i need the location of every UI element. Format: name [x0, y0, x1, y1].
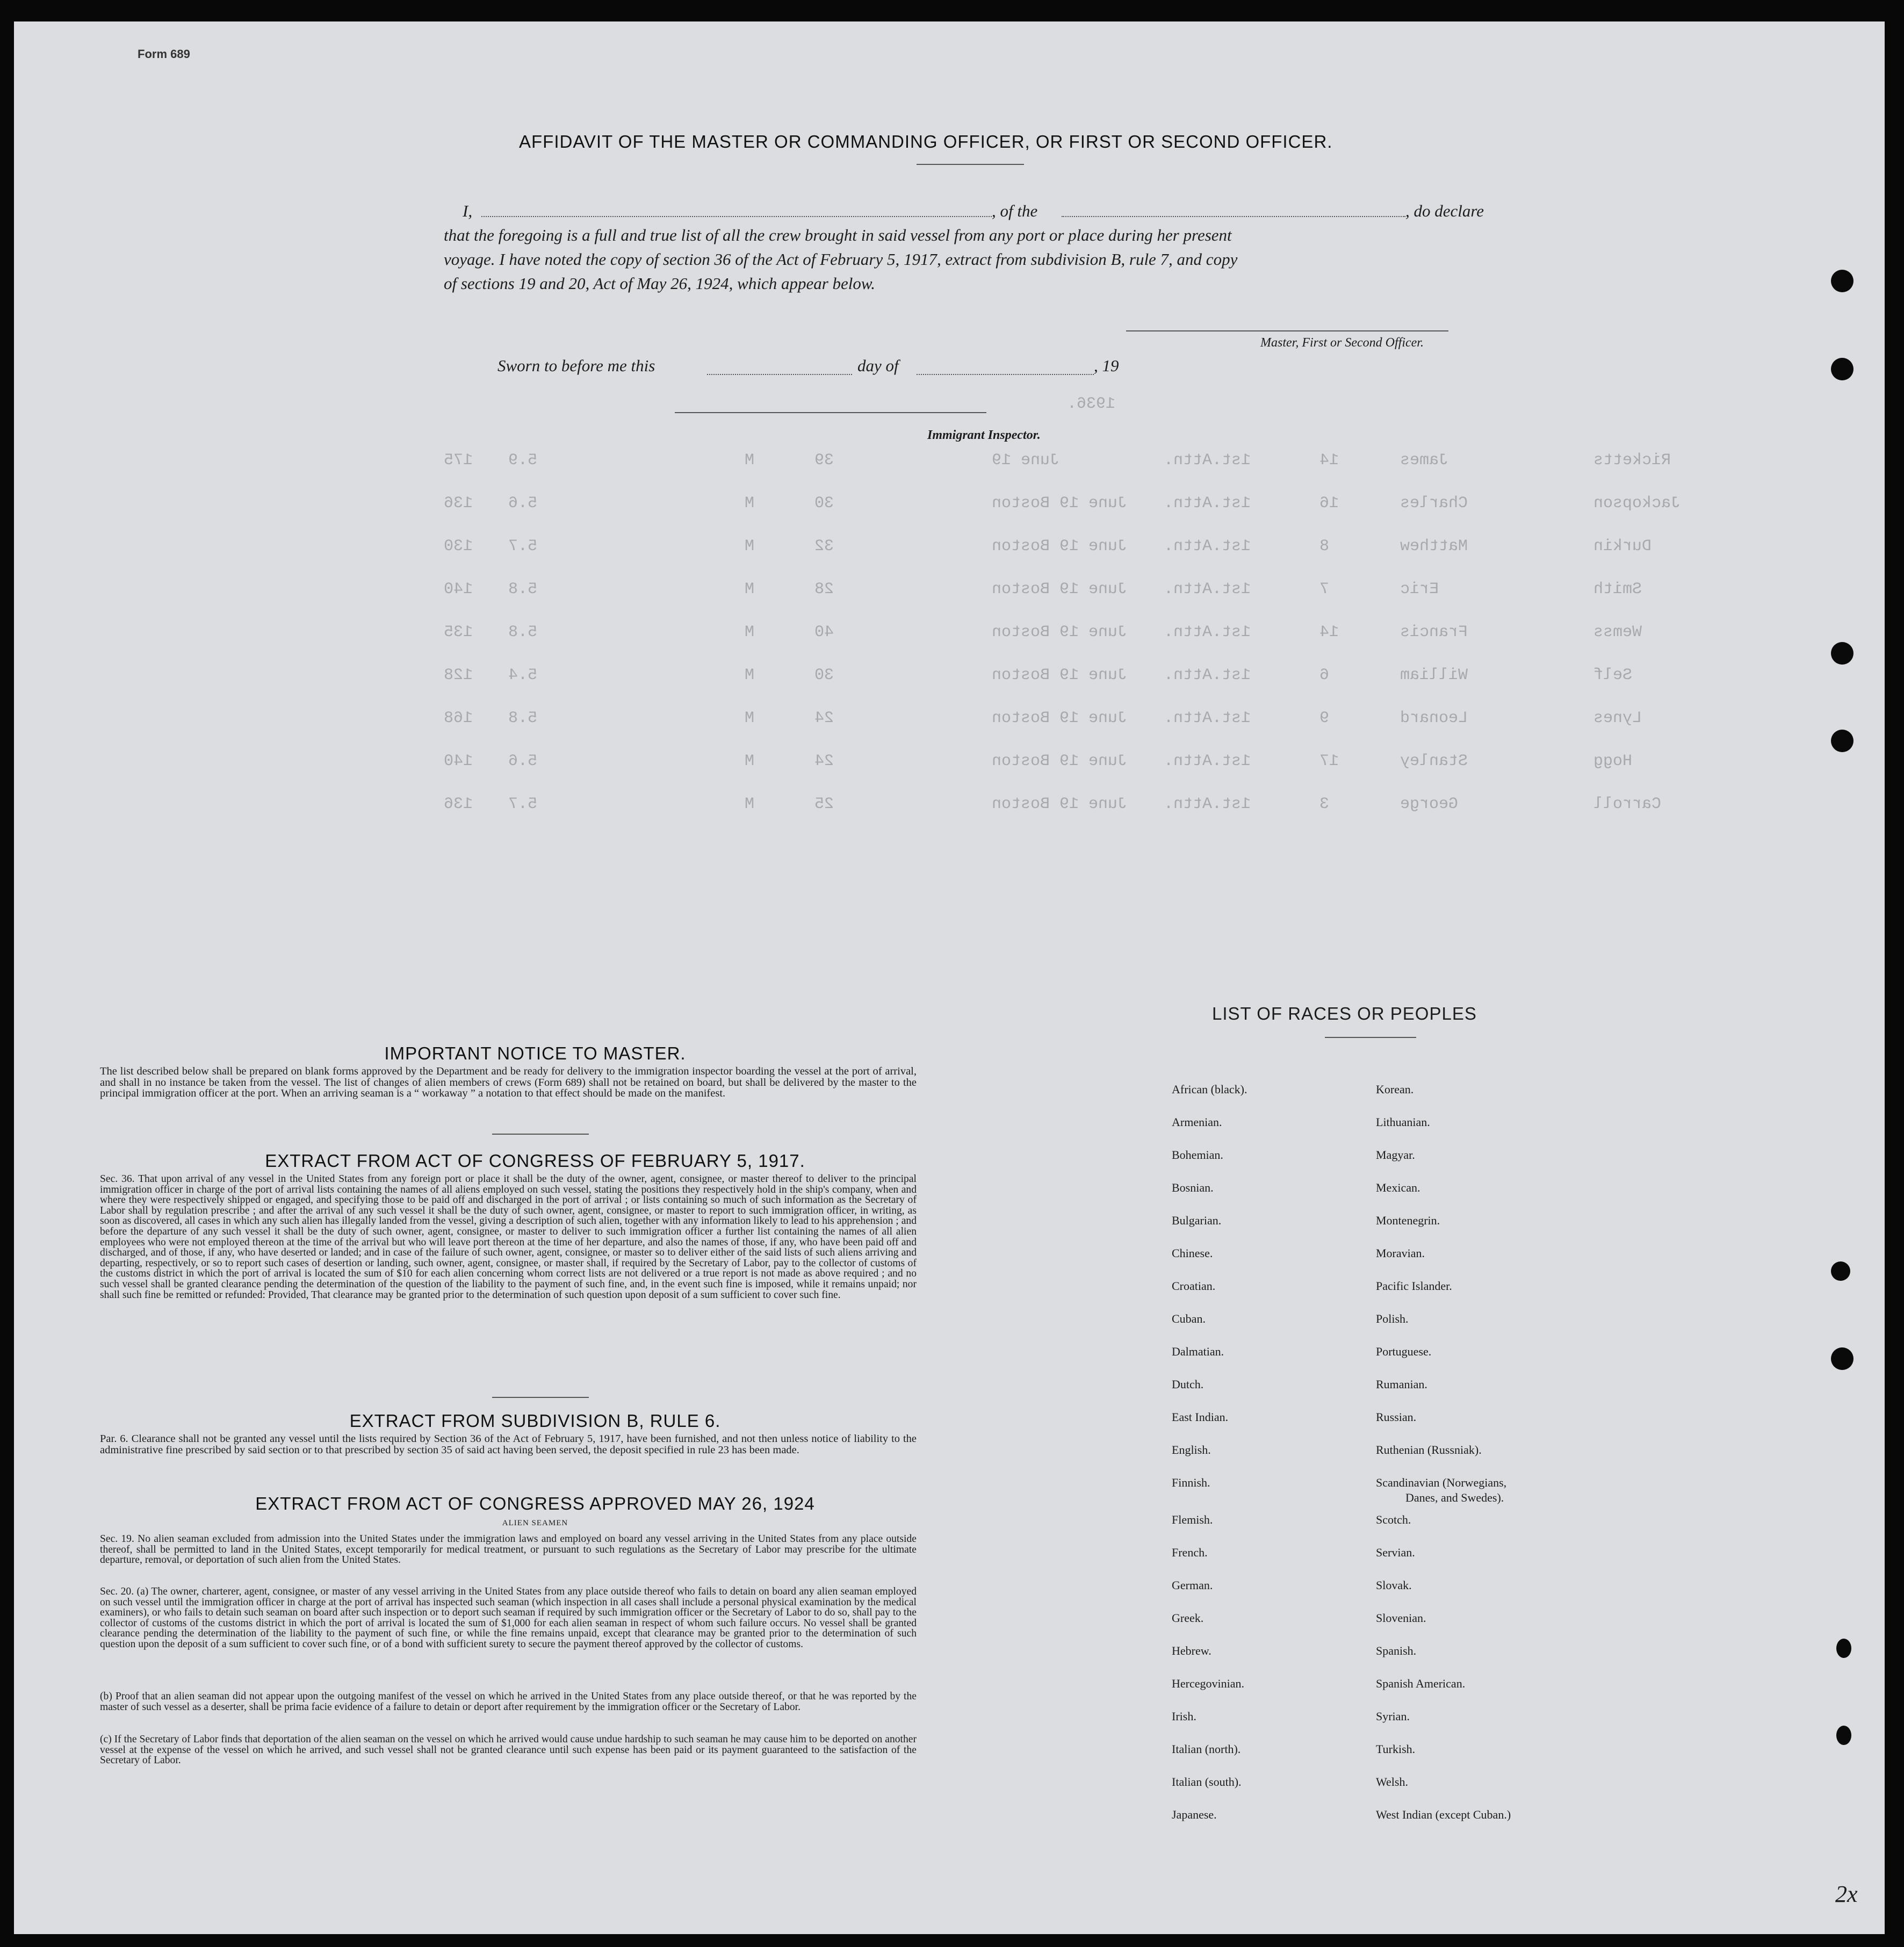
- race-item: Scandinavian (Norwegians,: [1376, 1476, 1507, 1489]
- race-item: Dutch.: [1172, 1378, 1204, 1391]
- bleed-cell: 135: [444, 623, 473, 641]
- bleed-cell: 1st.Attn.: [1164, 451, 1251, 470]
- bleed-cell: M: [745, 623, 755, 641]
- race-item: Hebrew.: [1172, 1644, 1211, 1657]
- bleed-cell: Carroll: [1593, 795, 1662, 813]
- bleed-cell: M: [745, 666, 755, 684]
- bleed-cell: 16: [1319, 494, 1339, 513]
- bleed-year: 1936.: [1067, 395, 1116, 413]
- punch-hole: [1831, 1347, 1853, 1370]
- race-item: Syrian.: [1376, 1710, 1410, 1723]
- bleed-cell: June 19 Boston: [992, 494, 1128, 513]
- bleed-cell: 32: [814, 537, 834, 556]
- notice-text: The list described below shall be prepared on blank forms approved by the Department and be ready for delivery to the immigration inspector boarding the vessel at the port of arrival, and shall in no instance be taken from the vessel. The list of changes of alien members of crews (Form 689) shall not be retained on board, but shall be delivered by the master to the principal immigration officer at the port. When an arriving seaman is a “ workaway ” a notation to that effect should be made on the manifest.: [100, 1065, 917, 1099]
- document-page: [14, 21, 1885, 1934]
- bleed-cell: James: [1400, 451, 1449, 470]
- bleed-cell: 136: [444, 795, 473, 813]
- bleed-cell: Lynes: [1593, 709, 1642, 727]
- bleed-cell: 8: [1319, 537, 1330, 556]
- bleed-cell: Hogg: [1593, 752, 1633, 770]
- bleed-cell: June 19 Boston: [992, 537, 1128, 556]
- race-item: Cuban.: [1172, 1312, 1206, 1325]
- master-signature-line[interactable]: [1126, 330, 1448, 331]
- bleed-cell: June 19 Boston: [992, 666, 1128, 684]
- race-item: Chinese.: [1172, 1246, 1213, 1260]
- race-item: Welsh.: [1376, 1775, 1408, 1789]
- sec20c-text: (c) If the Secretary of Labor finds that deportation of the alien seaman on the vessel on which he arrived would cause undue hardship to such seaman he may cause him to be deported on another vessel at the expense of the vessel on which he arrived, and such vessel shall not be granted clearance until such expense has been paid or its payment guaranteed to the satisfaction of the Secretary of Labor.: [100, 1734, 917, 1766]
- race-item: Spanish American.: [1376, 1677, 1466, 1690]
- bleed-cell: 5.9: [508, 451, 538, 470]
- race-item: Magyar.: [1376, 1148, 1415, 1162]
- statement-line-3: of sections 19 and 20, Act of May 26, 1924, which appear below.: [444, 274, 876, 293]
- bleed-cell: Leonard: [1400, 709, 1468, 727]
- race-item: Hercegovinian.: [1172, 1677, 1244, 1690]
- race-item: Bulgarian.: [1172, 1214, 1222, 1227]
- bleed-cell: 30: [814, 666, 834, 684]
- race-item: Rumanian.: [1376, 1378, 1427, 1391]
- bleed-cell: 175: [444, 451, 473, 470]
- affidavit-title: AFFIDAVIT OF THE MASTER OR COMMANDING OFFICER, OR FIRST OR SECOND OFFICER.: [519, 132, 1333, 152]
- bleed-cell: 30: [814, 494, 834, 513]
- race-item: Spanish.: [1376, 1644, 1417, 1657]
- race-item: French.: [1172, 1546, 1208, 1559]
- alien-seamen-subtitle: ALIEN SEAMEN: [502, 1519, 568, 1527]
- bleed-cell: June 19 Boston: [992, 795, 1128, 813]
- race-item: Armenian.: [1172, 1115, 1222, 1129]
- race-item: English.: [1172, 1443, 1211, 1456]
- bleed-cell: George: [1400, 795, 1459, 813]
- punch-hole: [1831, 358, 1853, 380]
- bleed-cell: M: [745, 451, 755, 470]
- race-item: Servian.: [1376, 1546, 1415, 1559]
- bleed-cell: M: [745, 537, 755, 556]
- bleed-cell: 5.4: [508, 666, 538, 684]
- bleed-cell: 6: [1319, 666, 1330, 684]
- bleed-cell: Wemss: [1593, 623, 1642, 641]
- race-item: Bosnian.: [1172, 1181, 1214, 1194]
- race-item: Greek.: [1172, 1611, 1204, 1625]
- bleed-cell: Matthew: [1400, 537, 1468, 556]
- bleed-cell: Smith: [1593, 580, 1642, 598]
- divider: [1325, 1037, 1416, 1038]
- extract-1917-text: Sec. 36. That upon arrival of any vessel in the United States from any foreign port or place it shall be the duty of the owner, agent, consignee, or master thereof to deliver to the principal immigration officer in charge of the port of arrival lists containing the names of all aliens employed on such vessel, stating the positions they respectively hold in the ship's company, when and where they were respectively shipped or engaged, and specifying those to be paid off and discharged in the port of arrival ; or lists containing so much of such information as the Secretary of Labor shall by regulation prescribe ; and after the arrival of any such vessel it shall be the duty of such owner, agent, consignee, or master to report to such immigration officer, in writing, as soon as discovered, all cases in which any such alien has illegally landed from the vessel, giving a description of such alien, together with any information likely to lead to his apprehension ; and before the departure of any such vessel it shall be the duty of such owner, agent, consignee, or master to deliver to such immigration officer a further list containing the names of all alien employees who were not employed thereon at the time of the arrival but who will leave port thereon at the time of her departure, and also the names of those, if any, who have been paid off and discharged, and of those, if any, who have deserted or landed; and in case of the failure of such owner, agent, consignee, or master so to deliver either of the said lists of such aliens arriving and departing, respectively, or so to report such cases of desertion or landing, such owner, agent, consignee, or master shall, if required by the Secretary of Labor, pay to the collector of customs of the customs district in which the port of arrival is located the sum of $10 for each alien concerning whom correct lists are not delivered or a true report is not made as above required ; and no such vessel shall be granted clearance pending the determination of the question of the liability to the payment of such fine, and, in the event such fine is imposed, while it remains unpaid; nor shall such fine be remitted or refunded: Provided, That clearance may be granted prior to the determination of such question upon deposit of a sum sufficient to cover such fine.: [100, 1173, 917, 1301]
- inspector-label: Immigrant Inspector.: [927, 428, 1041, 442]
- bleed-cell: 9: [1319, 709, 1330, 727]
- bleed-cell: 17: [1319, 752, 1339, 770]
- sworn-label: Sworn to before me this: [497, 356, 655, 375]
- bleed-cell: Stanley: [1400, 752, 1468, 770]
- sec20b-text: (b) Proof that an alien seaman did not appear upon the outgoing manifest of the vessel on which he arrived in the United States from any place outside thereof, or that he was reported by the master of such vessel as a deserter, shall be prima facie evidence of a failure to detain or deport after requirement by the immigration officer or the Secretary of Labor.: [100, 1691, 917, 1713]
- race-item: Lithuanian.: [1376, 1115, 1430, 1129]
- race-item: Slovenian.: [1376, 1611, 1426, 1625]
- race-item: Moravian.: [1376, 1246, 1425, 1260]
- bleed-cell: 136: [444, 494, 473, 513]
- punch-hole: [1831, 270, 1853, 292]
- bleed-cell: 130: [444, 537, 473, 556]
- master-label: Master, First or Second Officer.: [1260, 336, 1424, 350]
- day-of-label: day of: [857, 356, 899, 375]
- bleed-cell: 140: [444, 752, 473, 770]
- race-item: Italian (south).: [1172, 1775, 1242, 1789]
- bleed-cell: 5.7: [508, 537, 538, 556]
- bleed-cell: Durkin: [1593, 537, 1652, 556]
- bleed-cell: June 19 Boston: [992, 623, 1128, 641]
- bleed-cell: M: [745, 580, 755, 598]
- bleed-cell: 40: [814, 623, 834, 641]
- punch-hole: [1831, 1261, 1850, 1281]
- bleed-cell: 3: [1319, 795, 1330, 813]
- i-label: I,: [463, 201, 473, 220]
- bleed-cell: Charles: [1400, 494, 1468, 513]
- bleed-cell: 5.8: [508, 709, 538, 727]
- form-number: Form 689: [138, 47, 190, 61]
- divider: [917, 164, 1024, 165]
- bleed-cell: 7: [1319, 580, 1330, 598]
- bleed-cell: 168: [444, 709, 473, 727]
- bleed-cell: 14: [1319, 623, 1339, 641]
- race-item: Flemish.: [1172, 1513, 1213, 1526]
- bleed-cell: Ricketts: [1593, 451, 1671, 470]
- bleed-cell: June 19: [992, 451, 1060, 470]
- notice-title: IMPORTANT NOTICE TO MASTER.: [384, 1043, 686, 1063]
- bleed-cell: 28: [814, 580, 834, 598]
- race-item: West Indian (except Cuban.): [1376, 1808, 1511, 1821]
- bleed-cell: 39: [814, 451, 834, 470]
- race-item: Slovak.: [1376, 1578, 1412, 1592]
- race-item: Dalmatian.: [1172, 1345, 1224, 1358]
- race-item: Danes, and Swedes).: [1405, 1491, 1504, 1504]
- divider: [492, 1134, 589, 1135]
- bleed-cell: 5.7: [508, 795, 538, 813]
- race-item: Russian.: [1376, 1410, 1417, 1424]
- race-item: Irish.: [1172, 1710, 1196, 1723]
- race-item: Mexican.: [1376, 1181, 1420, 1194]
- statement-line-2: voyage. I have noted the copy of section 36 of the Act of February 5, 1917, extract from subdivision B, rule 7, and copy: [444, 250, 1238, 269]
- punch-hole: [1831, 730, 1853, 752]
- corner-mark: 2x: [1835, 1881, 1858, 1907]
- punch-hole: [1831, 642, 1853, 665]
- race-item: Scotch.: [1376, 1513, 1411, 1526]
- bleed-cell: 1st.Attn.: [1164, 709, 1251, 727]
- bleed-cell: M: [745, 795, 755, 813]
- divider: [492, 1397, 589, 1398]
- bleed-cell: 5.6: [508, 752, 538, 770]
- race-item: Japanese.: [1172, 1808, 1217, 1821]
- day-field[interactable]: [707, 374, 852, 375]
- bleed-cell: M: [745, 494, 755, 513]
- bleed-cell: 1st.Attn.: [1164, 666, 1251, 684]
- rule6-text: Par. 6. Clearance shall not be granted any vessel until the lists required by Section 36 of the Act of February 5, 1917, have been furnished, and not then unless notice of liability to the administrative fine prescribed by said section or to that prescribed by section 35 of said act having been served, the deposit specified in rule 23 has been made.: [100, 1433, 917, 1456]
- race-item: Finnish.: [1172, 1476, 1210, 1489]
- race-item: East Indian.: [1172, 1410, 1229, 1424]
- sec20a-text: Sec. 20. (a) The owner, charterer, agent, consignee, or master of any vessel arriving in the United States from any place outside thereof who fails to detain on board any alien seaman employed on such vessel until the immigration officer in charge at the port of arrival has inspected such seaman (which inspection in all cases shall include a personal physical examination by the medical examiners), or who fails to detain such seaman on board after such inspection or to deport such seaman if required by such immigration officer or the Secretary of Labor to do so, shall pay to the collector of customs of the customs district in which the port of arrival is located the sum of $1,000 for each alien seaman in respect of whom such failure occurs. No vessel shall be granted clearance pending the determination of the liability to the payment of such fine, or while the fine remains unpaid, except that clearance may be granted prior to the determination of such question upon the deposit of a sum sufficient to cover such fine, or of a bond with sufficient surety to secure the payment thereof approved by the collector of customs.: [100, 1586, 917, 1650]
- race-item: Pacific Islander.: [1376, 1279, 1452, 1293]
- bleed-cell: 24: [814, 752, 834, 770]
- name-field[interactable]: [481, 216, 992, 217]
- punch-hole: [1836, 1639, 1851, 1658]
- bleed-cell: 128: [444, 666, 473, 684]
- inspector-signature-line[interactable]: [675, 412, 986, 413]
- bleed-cell: June 19 Boston: [992, 580, 1128, 598]
- of-the-label: , of the: [992, 201, 1038, 220]
- rule6-title: EXTRACT FROM SUBDIVISION B, RULE 6.: [349, 1411, 721, 1431]
- year-label: , 19: [1094, 356, 1119, 375]
- bleed-cell: 140: [444, 580, 473, 598]
- bleed-cell: 24: [814, 709, 834, 727]
- bleed-cell: Jackopson: [1593, 494, 1681, 513]
- race-item: Turkish.: [1376, 1742, 1416, 1756]
- statement-line-1: that the foregoing is a full and true list of all the crew brought in said vessel from any port or place during her present: [444, 226, 1232, 244]
- bleed-cell: 1st.Attn.: [1164, 752, 1251, 770]
- bleed-cell: 1st.Attn.: [1164, 623, 1251, 641]
- sec19-text: Sec. 19. No alien seaman excluded from admission into the United States under the immigration laws and employed on board any vessel arriving in the United States from any place outside thereof, shall be permitted to land in the United States, except temporarily for medical treatment, or pursuant to such regulations as the Secretary of Labor may prescribe for the ultimate departure, removal, or deportation of such alien from the United States.: [100, 1533, 917, 1566]
- race-item: Bohemian.: [1172, 1148, 1223, 1162]
- race-item: German.: [1172, 1578, 1213, 1592]
- bleed-cell: 1st.Attn.: [1164, 580, 1251, 598]
- race-item: Korean.: [1376, 1083, 1414, 1096]
- race-item: Ruthenian (Russniak).: [1376, 1443, 1482, 1456]
- races-title: LIST OF RACES OR PEOPLES: [1212, 1004, 1477, 1023]
- race-item: Polish.: [1376, 1312, 1409, 1325]
- bleed-cell: 25: [814, 795, 834, 813]
- race-item: Montenegrin.: [1376, 1214, 1440, 1227]
- bleed-cell: M: [745, 752, 755, 770]
- bleed-cell: 5.8: [508, 623, 538, 641]
- race-item: Croatian.: [1172, 1279, 1216, 1293]
- bleed-cell: William: [1400, 666, 1468, 684]
- punch-hole: [1836, 1726, 1851, 1745]
- bleed-cell: 1st.Attn.: [1164, 494, 1251, 513]
- month-field[interactable]: [917, 374, 1094, 375]
- bleed-cell: June 19 Boston: [992, 709, 1128, 727]
- bleed-cell: 1st.Attn.: [1164, 537, 1251, 556]
- bleed-cell: 5.6: [508, 494, 538, 513]
- bleed-cell: Francis: [1400, 623, 1468, 641]
- bleed-cell: 14: [1319, 451, 1339, 470]
- bleed-cell: 1st.Attn.: [1164, 795, 1251, 813]
- do-declare-label: , do declare: [1405, 201, 1484, 220]
- bleed-cell: 5.8: [508, 580, 538, 598]
- bleed-cell: June 19 Boston: [992, 752, 1128, 770]
- bleed-cell: Eric: [1400, 580, 1439, 598]
- extract-1924-title: EXTRACT FROM ACT OF CONGRESS APPROVED MAY 26, 1924: [255, 1494, 815, 1513]
- bleed-cell: M: [745, 709, 755, 727]
- extract-1917-title: EXTRACT FROM ACT OF CONGRESS OF FEBRUARY 5, 1917.: [265, 1151, 805, 1171]
- race-item: Portuguese.: [1376, 1345, 1432, 1358]
- bleed-cell: Self: [1593, 666, 1633, 684]
- race-item: African (black).: [1172, 1083, 1247, 1096]
- race-item: Italian (north).: [1172, 1742, 1241, 1756]
- vessel-field[interactable]: [1062, 216, 1405, 217]
